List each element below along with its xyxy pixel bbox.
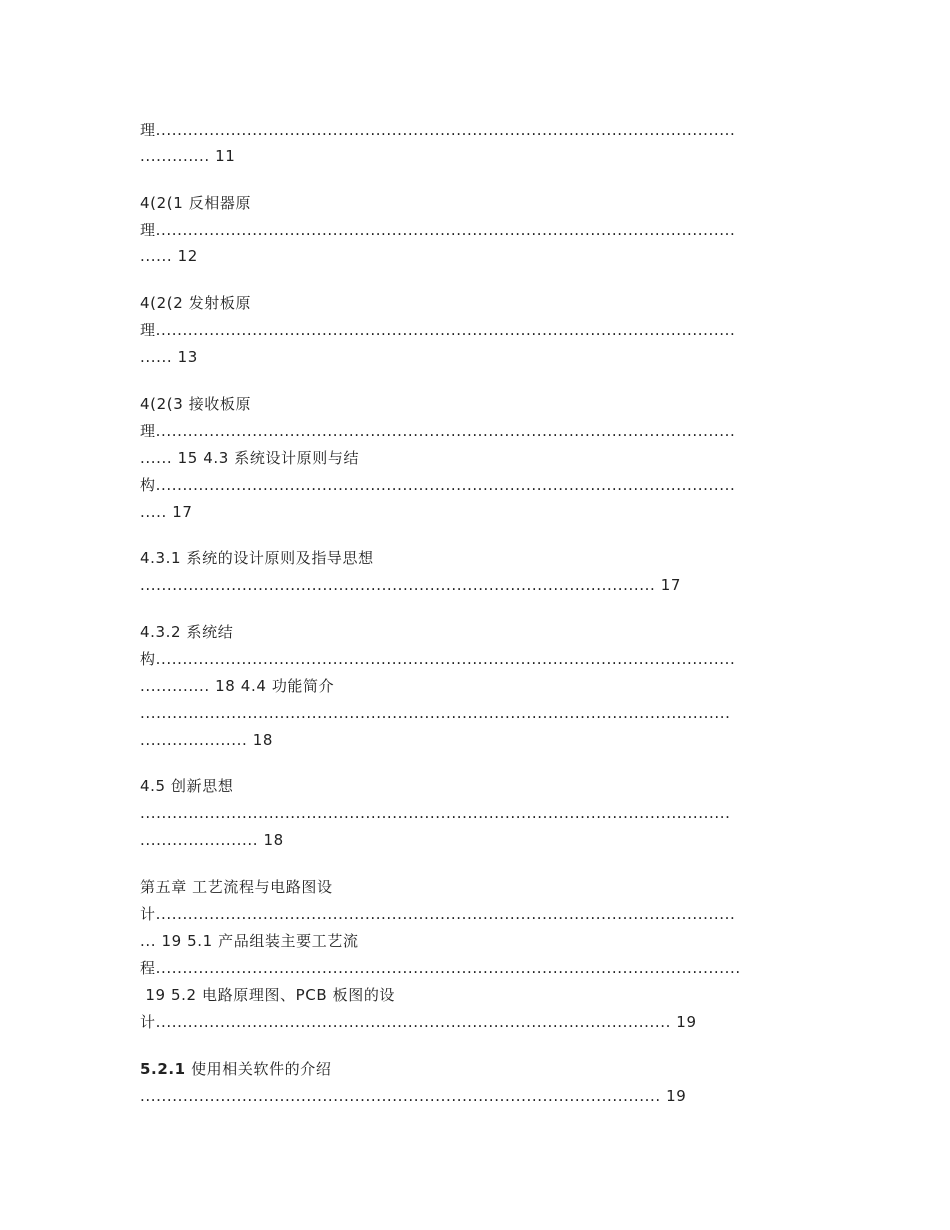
toc-line: ............. 18 4.4 功能简介 — [140, 677, 335, 695]
toc-line: ...... 15 4.3 系统设计原则与结 — [140, 449, 360, 467]
toc-line: .................... 18 — [140, 731, 274, 749]
toc-line: 4(2(2 发射板原 — [140, 294, 252, 312]
toc-line: 19 5.2 电路原理图、PCB 板图的设 — [140, 986, 396, 1004]
toc-line: 理............................................................................................................ — [140, 422, 736, 440]
toc-line: ...... 13 — [140, 348, 198, 366]
toc-line-heading — [140, 1059, 332, 1079]
toc-line: 理............................................................................................................ — [140, 121, 736, 139]
toc-line: 4.3.2 系统结 — [140, 623, 234, 641]
toc-line: ..... 17 — [140, 503, 193, 521]
toc-line: 计................................................................................................ 19 — [140, 1013, 697, 1031]
toc-line: 构............................................................................................................ — [140, 476, 736, 494]
toc-line: ................................................................................................ 17 — [140, 576, 681, 594]
toc-line: .............................................................................................................. — [140, 704, 731, 722]
section-number: 5.2.1 — [140, 1060, 186, 1078]
toc-line: 4.5 创新思想 — [140, 777, 234, 795]
toc-line: 4(2(1 反相器原 — [140, 194, 252, 212]
toc-line: 构............................................................................................................ — [140, 650, 736, 668]
toc-line: .............................................................................................................. — [140, 804, 731, 822]
toc-line: ................................................................................................. 19 — [140, 1087, 687, 1105]
toc-line: 理............................................................................................................ — [140, 321, 736, 339]
toc-line: 4.3.1 系统的设计原则及指导思想 — [140, 549, 374, 567]
toc-line: 程............................................................................................................. — [140, 959, 741, 977]
toc-line: 理............................................................................................................ — [140, 221, 736, 239]
section-title: 使用相关软件的介绍 — [185, 1060, 332, 1078]
toc-line: 4(2(3 接收板原 — [140, 395, 252, 413]
toc-line: ...... 12 — [140, 247, 198, 265]
toc-line: ...................... 18 — [140, 831, 284, 849]
toc-line: 计............................................................................................................ — [140, 905, 736, 923]
toc-line: 第五章 工艺流程与电路图设 — [140, 878, 333, 896]
toc-line: ............. 11 — [140, 147, 236, 165]
toc-line: ... 19 5.1 产品组装主要工艺流 — [140, 932, 359, 950]
